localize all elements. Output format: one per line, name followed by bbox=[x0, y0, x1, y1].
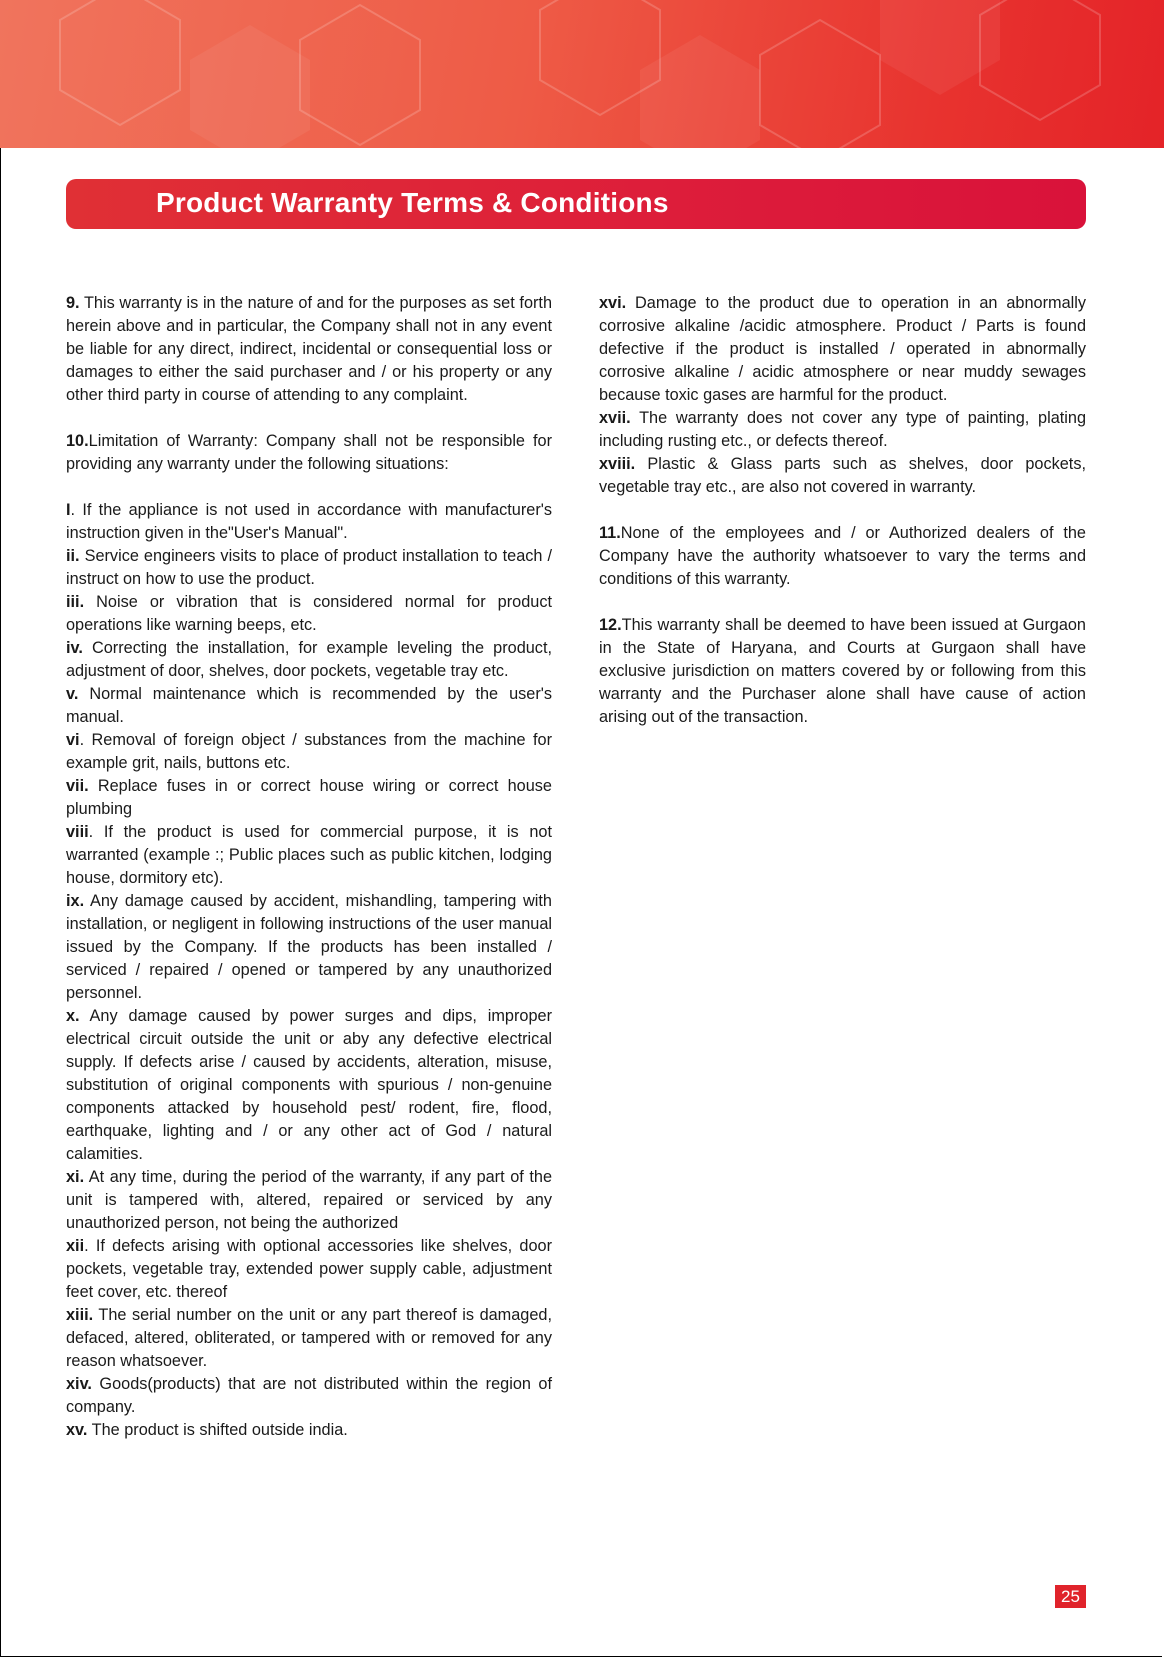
clause-label: I bbox=[66, 501, 71, 519]
clause-label: 10. bbox=[66, 432, 89, 450]
clause-label: 11. bbox=[599, 524, 621, 542]
exclusion-xiii bbox=[66, 1304, 552, 1373]
exclusion-xiv bbox=[66, 1373, 552, 1419]
exclusion-xv bbox=[66, 1419, 552, 1442]
clause-text: Limitation of Warranty: Company shall not be responsible for providing any warranty under the following situations: bbox=[66, 432, 552, 473]
exclusion-xi bbox=[66, 1166, 552, 1235]
clause-9 bbox=[66, 292, 552, 407]
clause-12 bbox=[599, 614, 1086, 729]
clause-label: xiv. bbox=[66, 1375, 92, 1393]
header-banner bbox=[0, 0, 1164, 148]
exclusion-ix bbox=[66, 890, 552, 1005]
clause-label: vi bbox=[66, 731, 80, 749]
exclusion-viii bbox=[66, 821, 552, 890]
title-bar bbox=[66, 179, 1086, 229]
left-column bbox=[66, 292, 552, 1442]
clause-text: Damage to the product due to operation in an abnormally corrosive alkaline /acidic atmosphere. Product / Parts is found defective if the product is installed / operated in abnormally corrosive alkaline / acidic atmosphere or near muddy sewages because toxic gases are harmful for the product. bbox=[599, 294, 1086, 404]
page-number-badge: 25 bbox=[1055, 1585, 1086, 1608]
clause-text: Noise or vibration that is considered normal for product operations like warning beeps, etc. bbox=[66, 593, 552, 634]
clause-11 bbox=[599, 522, 1086, 591]
clause-label: xiii. bbox=[66, 1306, 94, 1324]
clause-label: v. bbox=[66, 685, 79, 703]
clause-label: 9. bbox=[66, 294, 80, 312]
exclusion-xvi bbox=[599, 292, 1086, 407]
clause-text: The warranty does not cover any type of painting, plating including rusting etc., or defects thereof. bbox=[599, 409, 1086, 450]
clause-text: The serial number on the unit or any part thereof is damaged, defaced, altered, obliterated, or tampered with or removed for any reason whatsoever. bbox=[66, 1306, 552, 1370]
clause-label: iii. bbox=[66, 593, 85, 611]
exclusion-i bbox=[66, 499, 552, 545]
clause-label: ii. bbox=[66, 547, 80, 565]
clause-text: . Removal of foreign object / substances from the machine for example grit, nails, buttons etc. bbox=[66, 731, 552, 772]
clause-label: 12. bbox=[599, 616, 622, 634]
clause-text: At any time, during the period of the warranty, if any part of the unit is tampered with, altered, repaired or serviced by any unauthorized person, not being the authorized bbox=[66, 1168, 552, 1232]
clause-label: xv. bbox=[66, 1421, 88, 1439]
clause-text: Normal maintenance which is recommended by the user's manual. bbox=[66, 685, 552, 726]
clause-label: iv. bbox=[66, 639, 83, 657]
clause-label: xviii. bbox=[599, 455, 636, 473]
right-column bbox=[599, 292, 1086, 729]
clause-text: Goods(products) that are not distributed within the region of company. bbox=[66, 1375, 552, 1416]
clause-label: xi. bbox=[66, 1168, 85, 1186]
exclusion-xviii bbox=[599, 453, 1086, 499]
clause-label: ix. bbox=[66, 892, 85, 910]
clause-text: The product is shifted outside india. bbox=[87, 1421, 348, 1439]
clause-10 bbox=[66, 430, 552, 476]
clause-label: x. bbox=[66, 1007, 80, 1025]
exclusion-vii bbox=[66, 775, 552, 821]
clause-text: Service engineers visits to place of product installation to teach / instruct on how to use the product. bbox=[66, 547, 552, 588]
exclusion-xii bbox=[66, 1235, 552, 1304]
clause-text: Plastic & Glass parts such as shelves, door pockets, vegetable tray etc., are also not covered in warranty. bbox=[599, 455, 1086, 496]
clause-text: Any damage caused by power surges and dips, improper electrical circuit outside the unit or aby any defective electrical supply. If defects arise / caused by accidents, alteration, misuse, substitution of original components with spurious / non-genuine components attacked by household pest/ rodent, fire, flood, earthquake, lighting and / or any other act of God / natural calamities. bbox=[66, 1007, 552, 1163]
exclusion-xvii bbox=[599, 407, 1086, 453]
clause-label: xvi. bbox=[599, 294, 627, 312]
clause-text: None of the employees and / or Authorized dealers of the Company have the authority whatsoever to vary the terms and conditions of this warranty. bbox=[599, 524, 1086, 588]
clause-label: xii bbox=[66, 1237, 85, 1255]
clause-text: Any damage caused by accident, mishandling, tampering with installation, or negligent in following instructions of the user manual issued by the Company. If the products has been installed / serviced / repaired / opened or tampered by any unauthorized personnel. bbox=[66, 892, 552, 1002]
page-title: Product Warranty Terms & Conditions bbox=[156, 187, 669, 218]
hexagon-pattern-decoration bbox=[0, 0, 1164, 148]
exclusion-ii bbox=[66, 545, 552, 591]
clause-text: This warranty is in the nature of and for the purposes as set forth herein above and in particular, the Company shall not in any event be liable for any direct, indirect, incidental or consequential loss or damages to either the said purchaser and / or his property or any other third party in course of attending to any complaint. bbox=[66, 294, 552, 404]
clause-label: xvii. bbox=[599, 409, 631, 427]
clause-label: viii bbox=[66, 823, 89, 841]
exclusion-x bbox=[66, 1005, 552, 1166]
exclusion-iv bbox=[66, 637, 552, 683]
clause-text: Replace fuses in or correct house wiring or correct house plumbing bbox=[66, 777, 552, 818]
clause-label: vii. bbox=[66, 777, 89, 795]
clause-text: . If defects arising with optional accessories like shelves, door pockets, vegetable tray, extended power supply cable, adjustment feet cover, etc. thereof bbox=[66, 1237, 552, 1301]
clause-text: Correcting the installation, for example leveling the product, adjustment of door, shelves, door pockets, vegetable tray etc. bbox=[66, 639, 552, 680]
clause-text: This warranty shall be deemed to have been issued at Gurgaon in the State of Haryana, and Courts at Gurgaon shall have exclusive jurisdiction on matters covered by or following from this warranty and the Purchaser alone shall have cause of action arising out of the transaction. bbox=[599, 616, 1086, 726]
clause-text: . If the appliance is not used in accordance with manufacturer's instruction given in the"User's Manual". bbox=[66, 501, 552, 542]
clause-text: . If the product is used for commercial purpose, it is not warranted (example :; Public places such as public kitchen, lodging house, dormitory etc). bbox=[66, 823, 552, 887]
exclusion-v bbox=[66, 683, 552, 729]
exclusion-iii bbox=[66, 591, 552, 637]
exclusion-vi bbox=[66, 729, 552, 775]
